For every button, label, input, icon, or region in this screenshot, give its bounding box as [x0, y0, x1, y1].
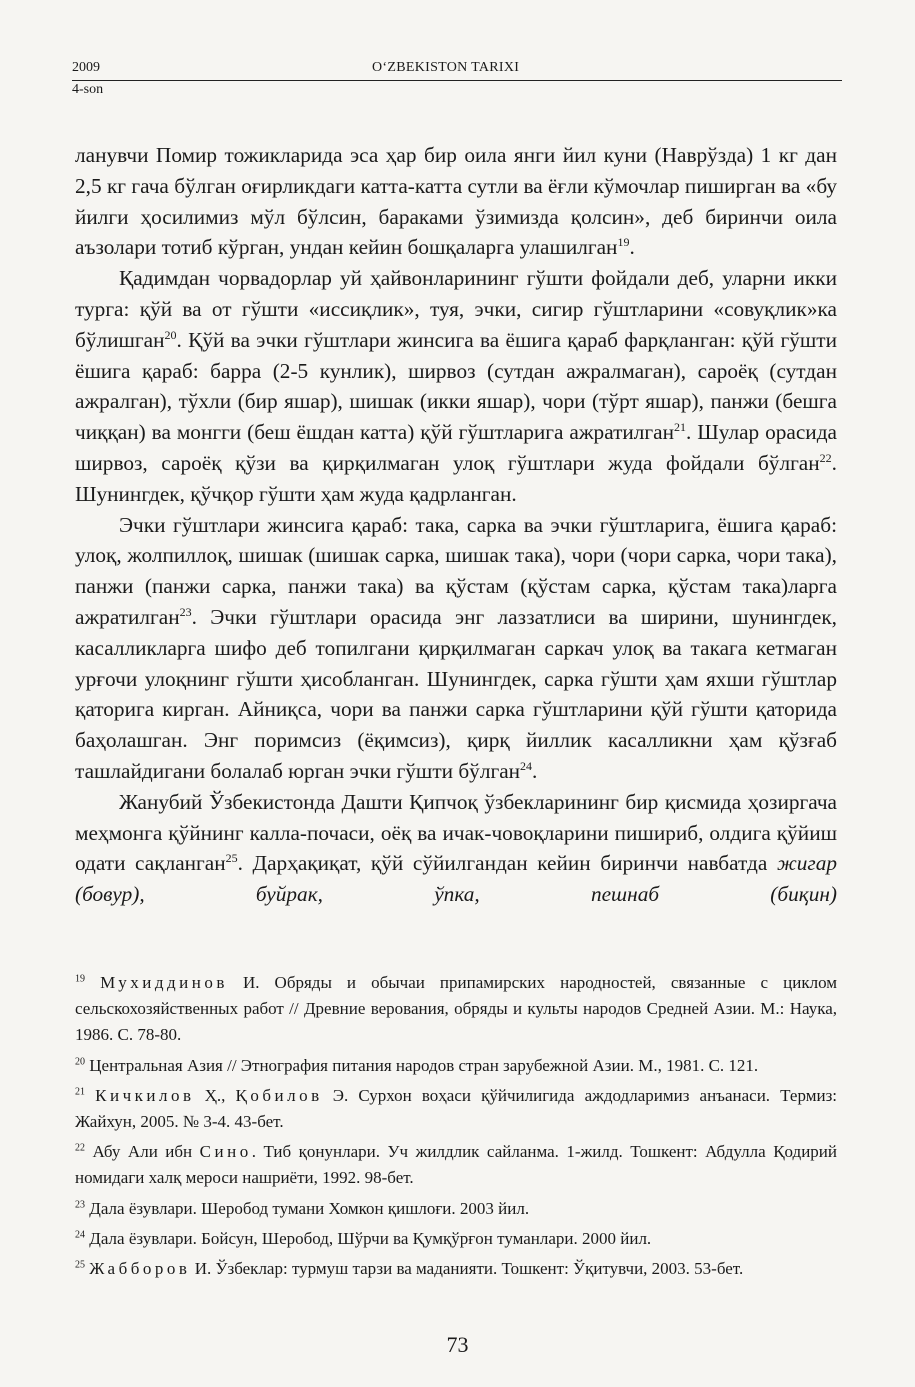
- footnote-author: Қобилов: [235, 1085, 323, 1105]
- footnote-author: Жабборов: [89, 1259, 191, 1279]
- footnote: $^{20}$ Центральная Азия // Этнография питания народов стран зарубежной Азии. М., 1981. С. 121.: [75, 1055, 759, 1075]
- footnote-ref[interactable]: 22: [819, 450, 832, 465]
- footnote: $^{21}$ Кичкилов Ҳ., Қобилов Э. Сурхон воҳаси қўйчилигида аждодларимиз анъанаси. Термиз: Жайхун, 2005. № 3-4. 43-бет.: [75, 1085, 838, 1132]
- footnote-ref[interactable]: 21: [674, 420, 687, 435]
- footnote-author: Сино: [199, 1142, 252, 1162]
- paragraph: Эчки гўштлари жинсига қараб: така, сарка ва эчки гўштларига, ёшига қараб: улоқ, жолпиллоқ, шишак (шишак сарка, шишак така), чори (чори сарка, чори така), панжи (панжи сарка, панжи така) ва қўстам (қўстам сарка, қўстам така)ларга ажратилган$^{23}$. Эчки гўштлари орасида энг лаззатлиси ва ширини, шунингдек, касалликларга шифо деб топилгани қирқилмаган саркач улоқ ва такага кетмаган урғочи улоқнинг гўшти ҳисобланган. Шунингдек, сарка гўшти ҳам яхши гўштлар қаторига кирган. Айниқса, чори ва панжи сарка гўштларини қўй гўшти қаторида баҳолашган. Энг поримсиз (ёқимсиз), қирқ йиллик касалликни ҳам қўзғаб ташлайдигани болалаб юрган эчки гўшти бўлган$^{24}$.: [75, 512, 837, 783]
- footnote-ref[interactable]: 23: [179, 604, 192, 619]
- journal-title: O‘ZBEKISTON TARIXI: [372, 60, 520, 75]
- footnote-ref[interactable]: 25: [225, 851, 238, 866]
- header-year: 2009: [72, 60, 100, 75]
- paragraph: ланувчи Помир тожикларида эса ҳар бир оила янги йил куни (Наврўзда) 1 кг дан 2,5 кг гача бўлган оғирликдаги катта-катта сутли ва ёғли кўмочлар пиширган ва «бу йилги ҳосилимиз мўл бўлсин, бараками ўзимизда қолсин», деб биринчи оила аъзолари тотиб кўрган, ундан кейин бошқаларга улашилган$^{19}$.: [75, 143, 837, 260]
- footnote: $^{23}$ Дала ёзувлари. Шеробод тумани Хомкон қишлоғи. 2003 йил.: [75, 1198, 530, 1218]
- footnote-ref[interactable]: 24: [520, 758, 533, 773]
- paragraph: Жанубий Ўзбекистонда Дашти Қипчоқ ўзбекларининг бир қисмида ҳозиргача меҳмонга қўйнинг калла-почаси, оёқ ва ичак-човоқларини пишириб, олдига қўйиш одати сақланган$^{25}$. Дарҳақиқат, қўй сўйилгандан кейин биринчи навбатда жигар (бовур), буйрак, ўпка, пешнаб (биқин): [75, 789, 838, 907]
- footnote-author: Кичкилов: [95, 1085, 195, 1105]
- footnote-ref[interactable]: 20: [164, 327, 177, 342]
- footnotes: [75, 970, 837, 1286]
- issue-number: 4-son: [72, 82, 104, 97]
- footnote: $^{25}$ Жабборов И. Ўзбеклар: турмуш тарзи ва маданияти. Тошкент: Ўқитувчи, 2003. 53-бет.: [75, 1259, 744, 1279]
- running-header: [72, 58, 842, 81]
- body-text: [75, 140, 837, 910]
- footnote-ref[interactable]: 19: [617, 235, 630, 250]
- paragraph: Қадимдан чорвадорлар уй ҳайвонларининг гўшти фойдали деб, уларни икки турга: қўй ва от гўшти «иссиқлик», туя, эчки, сигир гўштларини «совуқлик»ка бўлишган$^{20}$. Қўй ва эчки гўштлари жинсига ва ёшига қараб фарқланган: қўй гўшти ёшига қараб: барра (2-5 кунлик), ширвоз (сутдан ажралмаган), сароёқ (сутдан ажралган), тўхли (бир яшар), шишак (икки яшар), чори (тўрт яшар), панжи (бешга чиққан) ва монгги (беш ёшдан катта) қўй гўштларига ажратилган$^{21}$. Шулар орасида ширвоз, сароёқ қўзи ва қирқилмаган улоқ гўштлари жуда фойдали бўлган$^{22}$. Шунингдек, қўчқор гўшти ҳам жуда қадрланган.: [75, 266, 837, 506]
- footnote: $^{24}$ Дала ёзувлари. Бойсун, Шеробод, Шўрчи ва Қумқўрғон туманлари. 2000 йил.: [75, 1228, 652, 1248]
- footnote: $^{19}$ Мухиддинов И. Обряды и обычаи припамирских народностей, связанные с циклом сельскохозяйственных работ // Древние верования, обряды и культы народов Средней Азии. М.: Наука, 1986. С. 78-80.: [75, 973, 837, 1045]
- footnote-author: Мухиддинов: [100, 973, 228, 992]
- footnote: $^{22}$ Абу Али ибн Сино. Тиб қонунлари. Уч жилдлик сайланма. 1-жилд. Тошкент: Абдулла Қодирий номидаги халқ мероси нашриёти, 1992. 98-бет.: [75, 1142, 837, 1188]
- page-number: 73: [446, 1332, 469, 1357]
